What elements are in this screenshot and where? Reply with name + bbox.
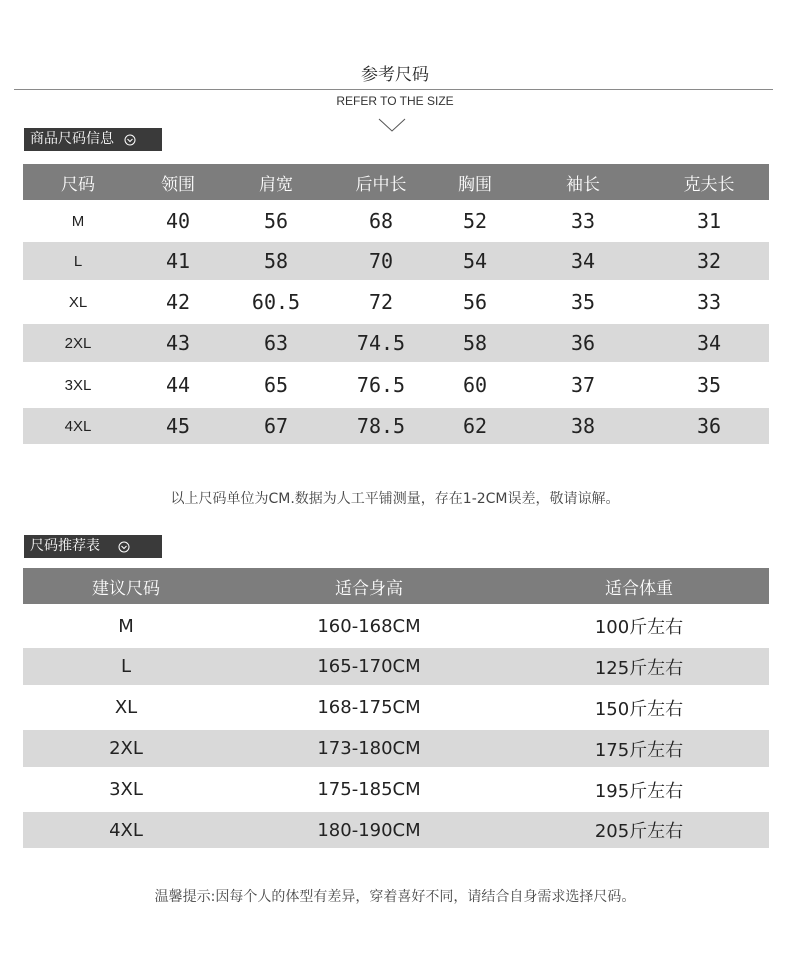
table-cell: 195斤左右 [509, 767, 769, 812]
measurement-note: 以上尺码单位为CM.数据为人工平铺测量，存在1-2CM误差，敬请谅解。 [170, 491, 620, 507]
table-cell: L [23, 242, 133, 280]
table-cell: 36 [649, 408, 769, 444]
table-cell: 37 [517, 362, 649, 408]
title-divider-line [14, 89, 773, 90]
product-size-section-tag [24, 128, 162, 151]
table-cell: 56 [433, 280, 517, 324]
circle-chevron-down-icon [118, 541, 130, 553]
table-row [23, 767, 769, 812]
table-cell: 4XL [23, 408, 133, 444]
table-cell: 72 [329, 280, 433, 324]
table-row [23, 200, 769, 242]
table-cell: XL [23, 280, 133, 324]
circle-chevron-down-icon [124, 134, 136, 146]
warm-tip-note: 温馨提示:因每个人的体型有差异，穿着喜好不同，请结合自身需求选择尺码。 [154, 889, 636, 905]
table-cell: 125斤左右 [509, 648, 769, 685]
table-cell: 2XL [23, 730, 229, 767]
table-cell: 3XL [23, 767, 229, 812]
table-cell: 52 [433, 200, 517, 242]
table-cell: 173-180CM [229, 730, 509, 767]
table-cell: XL [23, 685, 229, 730]
table-cell: 78.5 [329, 408, 433, 444]
table-cell: 34 [517, 242, 649, 280]
table-cell: 4XL [23, 812, 229, 848]
table-row [23, 730, 769, 767]
table-cell: 43 [133, 324, 223, 362]
table-row [23, 604, 769, 648]
table-cell: 74.5 [329, 324, 433, 362]
table-cell: 33 [649, 280, 769, 324]
table-cell: 41 [133, 242, 223, 280]
table-cell: M [23, 604, 229, 648]
page-subtitle: REFER TO THE SIZE [336, 94, 454, 108]
table-row [23, 362, 769, 408]
table-cell: 160-168CM [229, 604, 509, 648]
column-header: 适合体重 [509, 568, 769, 604]
table-cell: 165-170CM [229, 648, 509, 685]
table-row [23, 280, 769, 324]
table-cell: 40 [133, 200, 223, 242]
column-header: 后中长 [329, 164, 433, 200]
size-recommend-section-tag [24, 535, 162, 558]
table-cell: 180-190CM [229, 812, 509, 848]
table-cell: 38 [517, 408, 649, 444]
table-cell: 33 [517, 200, 649, 242]
table-row [23, 685, 769, 730]
table-cell: 36 [517, 324, 649, 362]
table-header-row [23, 164, 769, 200]
column-header: 克夫长 [649, 164, 769, 200]
table-cell: 35 [649, 362, 769, 408]
table-cell: L [23, 648, 229, 685]
table-row [23, 812, 769, 848]
table-cell: 56 [223, 200, 329, 242]
table-cell: 34 [649, 324, 769, 362]
section-tag-label: 商品尺码信息 [30, 131, 114, 147]
column-header: 胸围 [433, 164, 517, 200]
table-cell: 70 [329, 242, 433, 280]
table-cell: 32 [649, 242, 769, 280]
table-cell: 62 [433, 408, 517, 444]
table-cell: 175斤左右 [509, 730, 769, 767]
column-header: 适合身高 [229, 568, 509, 604]
table-cell: 3XL [23, 362, 133, 408]
table-header-row [23, 568, 769, 604]
column-header: 肩宽 [223, 164, 329, 200]
section-tag-label: 尺码推荐表 [30, 538, 100, 554]
table-cell: 100斤左右 [509, 604, 769, 648]
table-cell: 54 [433, 242, 517, 280]
column-header: 袖长 [517, 164, 649, 200]
table-cell: 31 [649, 200, 769, 242]
table-cell: 67 [223, 408, 329, 444]
table-cell: 76.5 [329, 362, 433, 408]
product-size-table [23, 164, 769, 444]
size-recommend-table [23, 568, 769, 848]
table-cell: 58 [223, 242, 329, 280]
table-cell: 45 [133, 408, 223, 444]
table-cell: 205斤左右 [509, 812, 769, 848]
column-header: 建议尺码 [23, 568, 229, 604]
table-row [23, 324, 769, 362]
table-cell: 150斤左右 [509, 685, 769, 730]
table-cell: 68 [329, 200, 433, 242]
table-cell: 60.5 [223, 280, 329, 324]
table-cell: 60 [433, 362, 517, 408]
column-header: 尺码 [23, 164, 133, 200]
table-cell: 44 [133, 362, 223, 408]
table-cell: M [23, 200, 133, 242]
table-cell: 63 [223, 324, 329, 362]
table-cell: 58 [433, 324, 517, 362]
table-cell: 65 [223, 362, 329, 408]
table-cell: 168-175CM [229, 685, 509, 730]
table-cell: 42 [133, 280, 223, 324]
table-cell: 2XL [23, 324, 133, 362]
table-row [23, 648, 769, 685]
table-cell: 35 [517, 280, 649, 324]
column-header: 领围 [133, 164, 223, 200]
chevron-down-icon [377, 117, 407, 133]
table-row [23, 242, 769, 280]
table-cell: 175-185CM [229, 767, 509, 812]
table-row [23, 408, 769, 444]
page-title: 参考尺码 [361, 65, 429, 85]
